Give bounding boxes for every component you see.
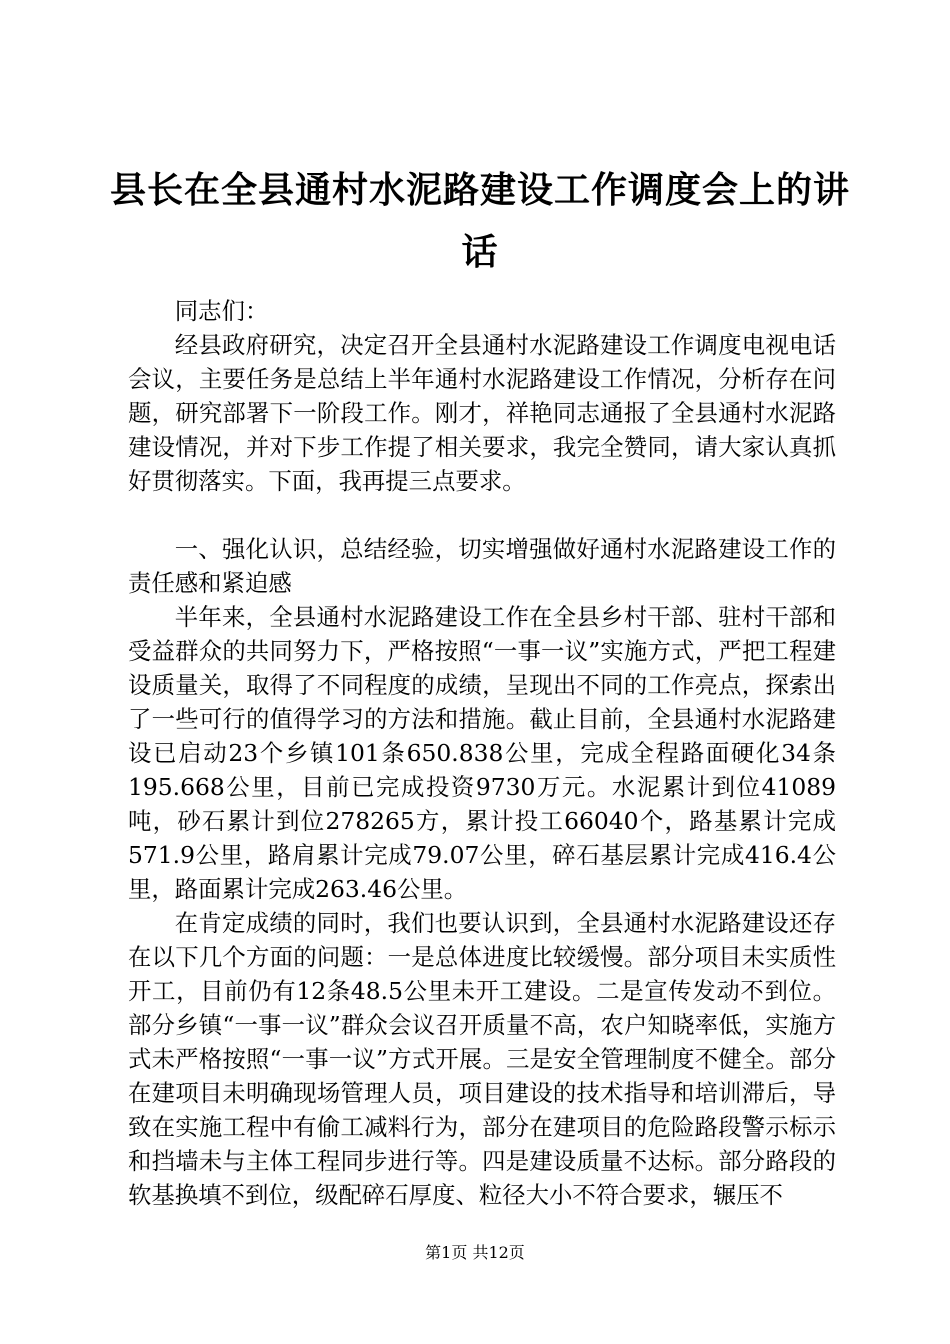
paragraph-intro: 经县政府研究，决定召开全县通村水泥路建设工作调度电视电话会议，主要任务是总结上半年通村水泥路建设工作情况，分析存在问题，研究部署下一阶段工作。刚才，祥艳同志通报了全县通村水泥路建设情况，并对下步工作提了相关要求，我完全赞同，请大家认真抓好贯彻落实。下面，我再提三点要求。: [128, 331, 836, 495]
section-heading-1: 一、强化认识，总结经验，切实增强做好通村水泥路建设工作的责任感和紧迫感: [128, 535, 836, 597]
page-footer: 第1页 共12页: [425, 1243, 525, 1262]
document-title: 县长在全县通村水泥路建设工作调度会上的讲话: [110, 170, 851, 273]
document-body: [128, 294, 836, 1212]
salutation: 同志们：: [174, 297, 269, 325]
paragraph-problems: 在肯定成绩的同时，我们也要认识到，全县通村水泥路建设还存在以下几个方面的问题：一是总体进度比较缓慢。部分项目未实质性开工，目前仍有12条48.5公里未开工建设。二是宣传发动不到位。部分乡镇“一事一议”群众会议召开质量不高，农户知晓率低，实施方式未严格按照“一事一议”方式开展。三是安全管理制度不健全。部分在建项目未明确现场管理人员，项目建设的技术指导和培训滞后，导致在实施工程中有偷工减料行为，部分在建项目的危险路段警示标示和挡墙未与主体工程同步进行等。四是建设质量不达标。部分路段的软基换填不到位，级配碎石厚度、粒径大小不符合要求，辗压不: [128, 909, 836, 1209]
paragraph-achievements: 半年来，全县通村水泥路建设工作在全县乡村干部、驻村干部和受益群众的共同努力下，严格按照“一事一议”实施方式，严把工程建设质量关，取得了不同程度的成绩，呈现出不同的工作亮点，探索出了一些可行的值得学习的方法和措施。截止目前，全县通村水泥路建设已启动23个乡镇101条650.838公里，完成全程路面硬化34条195.668公里，目前已完成投资9730万元。水泥累计到位41089吨，砂石累计到位278265方，累计投工66040个，路基累计完成571.9公里，路肩累计完成79.07公里，碎石基层累计完成416.4公里，路面累计完成263.46公里。: [128, 603, 836, 903]
